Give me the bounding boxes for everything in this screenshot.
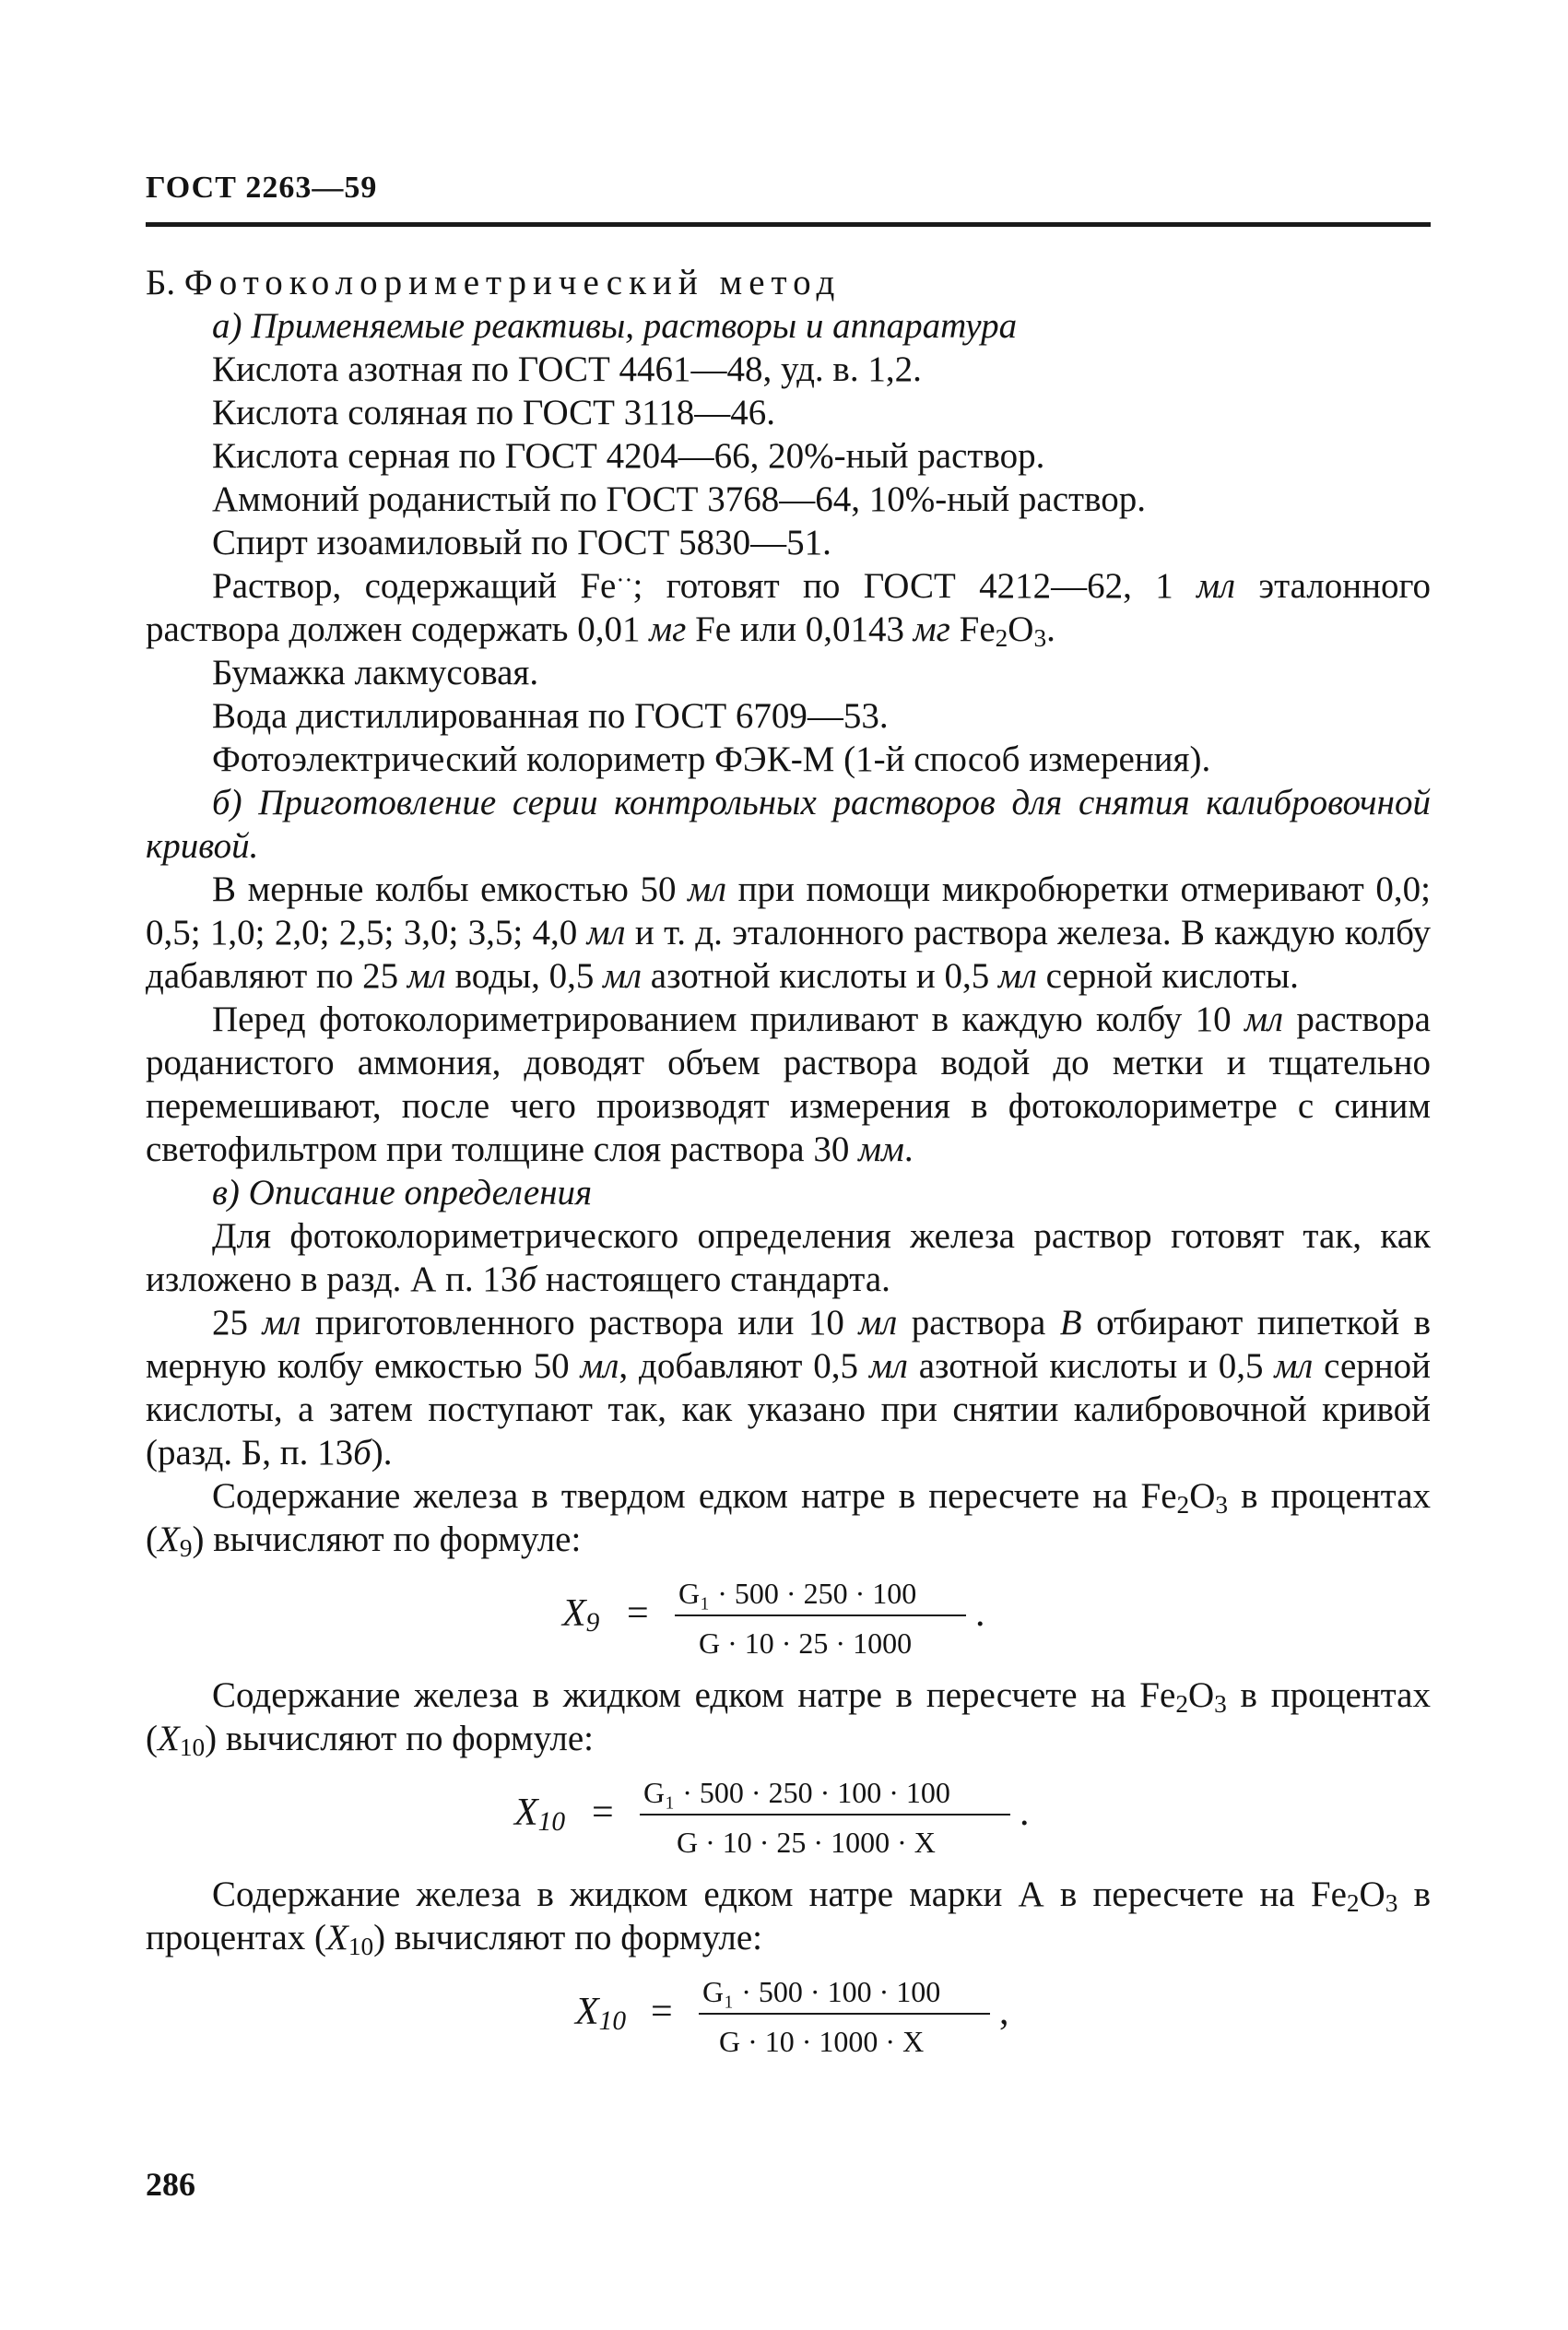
reagent-item: Аммоний роданистый по ГОСТ 3768—64, 10%-ный раствор. [212, 479, 1146, 519]
formula-numerator: G₁ · 500 · 250 · 100 · 100 [643, 1776, 950, 1809]
formula-punctuation: . [975, 1592, 985, 1635]
reagent-item: Кислота соляная по ГОСТ 3118—46. [212, 393, 776, 432]
reagent-item: Спирт изоамиловый по ГОСТ 5830—51. [212, 523, 831, 562]
formula-punctuation: . [1020, 1792, 1030, 1834]
subsection-a-heading: а) Применяемые реактивы, растворы и аппаратура [212, 306, 1018, 346]
reagent-item: Кислота азотная по ГОСТ 4461—48, уд. в. 1,2. [212, 349, 922, 389]
paragraph: Для фотоколориметрического определения железа раствор готовят так, как изложено в разд. А п. 13б настоящего стандарта. [146, 1216, 1431, 1299]
formula-equals: = [592, 1792, 614, 1834]
formula-denominator: G · 10 · 25 · 1000 · X [677, 1826, 936, 1859]
reagent-item-iron-solution: Раствор, содержащий Fe··; готовят по ГОСТ 4212—62, 1 мл эталонного раствора должен содержать 0,01 мг Fe или 0,0143 мг $Fe_2O_3$. [146, 566, 1432, 652]
subsection-c-heading: в) Описание определения [212, 1173, 593, 1212]
reagent-item: Вода дистиллированная по ГОСТ 6709—53. [212, 696, 889, 736]
formula-denominator: G · 10 · 25 · 1000 [699, 1626, 913, 1660]
formula-lhs: X [575, 1991, 599, 2033]
paragraph: Содержание железа в жидком едком натре в пересчете на $Fe_2O_3$ в процентах $(X_{10})$ вычисляют по формуле: [146, 1675, 1431, 1761]
paragraph: Перед фотоколориметрированием приливают в каждую колбу 10 мл раствора роданистого аммония, доводят объем раствора водой до метки и тщательно перемешивают, после чего производят измерения в фотоколориметре с синим светофильтром при толщине слоя раствора 30 мм. [146, 999, 1431, 1169]
section-letter: Б. [146, 263, 176, 302]
reagent-item: Бумажка лакмусовая. [212, 653, 539, 692]
fraction-bar [675, 1614, 966, 1616]
paragraph: В мерные колбы емкостью 50 мл при помощи микробюретки отмеривают 0,0; 0,5; 1,0; 2,0; 2,5; 3,0; 3,5; 4,0 мл и т. д. эталонного раствора железа. В каждую колбу дабавляют по 25 мл воды, 0,5 мл азотной кислоты и 0,5 мл серной кислоты. [146, 869, 1432, 996]
formula-lhs-sub: 9 [585, 1608, 600, 1638]
paragraph: 25 мл приготовленного раствора или 10 мл раствора В отбирают пипеткой в мерную колбу емкостью 50 мл, добавляют 0,5 мл азотной кислоты и 0,5 мл серной кислоты, а затем поступают так, как указано при снятии калибровочной кривой (разд. Б, п. 13б). [146, 1303, 1432, 1473]
page-body [146, 261, 1431, 2072]
formula-lhs: X [562, 1592, 586, 1635]
reagent-item: Фотоэлектрический колориметр ФЭК-М (1-й способ измерения). [212, 739, 1211, 779]
fraction-bar [640, 1814, 1010, 1816]
formula-lhs-sub: 10 [537, 1807, 566, 1837]
formula-lhs: X [514, 1792, 538, 1834]
formula-punctuation: , [999, 1991, 1009, 2033]
formula-equals: = [627, 1592, 649, 1635]
formula-x9 [146, 1565, 1431, 1664]
header-rule [146, 222, 1431, 227]
page-number: 286 [146, 2166, 195, 2203]
document-header: ГОСТ 2263—59 [146, 171, 378, 205]
reagent-item: Кислота серная по ГОСТ 4204—66, 20%-ный раствор. [212, 436, 1045, 476]
fraction-bar [699, 2013, 990, 2015]
formula-lhs-sub: 10 [598, 2006, 627, 2036]
formula-x10-grade-a [146, 1963, 1431, 2063]
section-title: Фотоколориметрический метод [183, 263, 842, 302]
paragraph: Содержание железа в жидком едком натре марки А в пересчете на $Fe_2O_3$ в процентах $(X_{10})$ вычисляют по формуле: [146, 1875, 1431, 1960]
formula-denominator: G · 10 · 1000 · X [719, 2025, 925, 2058]
formula-numerator: G₁ · 500 · 250 · 100 [678, 1577, 917, 1610]
formula-numerator: G₁ · 500 · 100 · 100 [702, 1975, 941, 2008]
section-heading [146, 261, 1431, 304]
formula-equals: = [651, 1991, 673, 2033]
subsection-b-heading: б) Приготовление серии контрольных растворов для снятия калибровочной кривой. [146, 783, 1431, 866]
formula-x10-liquid [146, 1764, 1431, 1863]
paragraph: Содержание железа в твердом едком натре в пересчете на $Fe_2O_3$ в процентах $(X_9)$ вычисляют по формуле: [146, 1476, 1431, 1562]
